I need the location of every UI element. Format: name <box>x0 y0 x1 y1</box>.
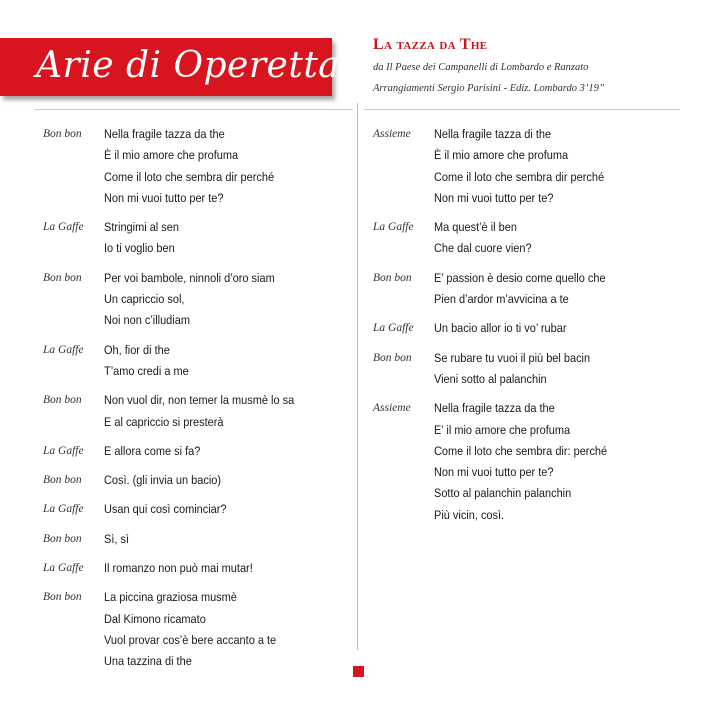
lyric-lines <box>104 441 353 462</box>
lyric-line: Sotto al palanchin palanchin <box>434 486 572 501</box>
song-source-credit: da Il Paese dei Campanelli di Lombardo e Ranzato <box>373 62 589 73</box>
lyric-line: Come il loto che sembra dir perché <box>434 169 605 184</box>
lyric-entry <box>43 499 353 520</box>
lyric-line: Il romanzo non può mai mutar! <box>104 561 253 576</box>
lyric-line: Ma quest’è il ben <box>434 220 517 235</box>
lyric-line: E allora come si fa? <box>104 443 201 458</box>
speaker-name: Bon bon <box>373 271 412 284</box>
speaker-name: La Gaffe <box>43 221 84 234</box>
lyric-line: Non mi vuoi tutto per te? <box>104 190 224 205</box>
lyric-lines <box>434 398 693 526</box>
lyric-entry <box>373 217 693 260</box>
lyric-entry <box>43 470 353 491</box>
lyric-lines <box>104 217 353 260</box>
column-divider <box>357 103 358 650</box>
lyric-lines <box>104 268 353 332</box>
lyric-entry <box>43 340 353 383</box>
lyric-line: Io ti voglio ben <box>104 241 175 256</box>
speaker-name: La Gaffe <box>43 503 84 516</box>
song-title: La tazza da The <box>373 36 488 53</box>
lyric-line: Più vicin, così. <box>434 507 505 522</box>
lyric-line: E’ il mio amore che profuma <box>434 422 571 437</box>
page-marker-square <box>353 666 364 677</box>
lyric-line: Stringimi al sen <box>104 220 179 235</box>
lyric-line: Vieni sotto al palanchin <box>434 371 547 386</box>
speaker-name: Assieme <box>373 128 411 140</box>
lyrics-right-column <box>373 124 693 534</box>
lyric-line: Nella fragile tazza da the <box>434 401 555 416</box>
speaker-name: Bon bon <box>43 591 82 604</box>
lyric-line: Dal Kimono ricamato <box>104 611 206 626</box>
speaker-name: La Gaffe <box>373 221 414 234</box>
lyric-line: Non mi vuoi tutto per te? <box>434 465 554 480</box>
lyric-line: Non mi vuoi tutto per te? <box>434 190 554 205</box>
lyric-entry <box>43 529 353 550</box>
lyric-lines <box>104 558 353 579</box>
lyric-entry <box>373 398 693 526</box>
title-banner <box>0 38 341 96</box>
lyric-entry <box>373 348 693 391</box>
banner-title: Arie di Operetta <box>36 45 341 86</box>
lyric-line: T’amo credi a me <box>104 363 189 378</box>
lyric-lines <box>434 348 693 391</box>
lyric-lines <box>104 390 353 433</box>
arrangement-credit: Arrangiamenti Sergio Parisini - Ediz. Lombardo 3’19” <box>373 83 605 94</box>
speaker-name: Bon bon <box>43 271 82 284</box>
lyric-line: Per voi bambole, ninnoli d’oro siam <box>104 270 275 285</box>
lyric-lines <box>104 529 353 550</box>
lyric-line: Che dal cuore vien? <box>434 241 532 256</box>
lyric-lines <box>434 318 693 339</box>
speaker-name: Assieme <box>373 402 411 415</box>
lyric-entry <box>43 587 353 672</box>
lyric-line: Oh, fior di the <box>104 342 170 357</box>
lyric-line: Una tazzina di the <box>104 654 192 669</box>
lyric-line: E al capriccio si presterà <box>104 414 224 429</box>
lyric-line: È il mio amore che profuma <box>434 148 569 163</box>
speaker-name: Bon bon <box>43 474 82 487</box>
right-header-rule <box>364 109 680 110</box>
lyric-line: È il mio amore che profuma <box>104 148 239 163</box>
lyric-lines <box>104 340 353 383</box>
lyric-entry <box>43 390 353 433</box>
lyric-line: Nella fragile tazza di the <box>434 127 552 141</box>
lyric-line: Come il loto che sembra dir: perché <box>434 443 608 458</box>
lyric-entry <box>43 558 353 579</box>
speaker-name: Bon bon <box>43 532 82 545</box>
lyric-lines <box>104 587 353 672</box>
speaker-name: La Gaffe <box>43 444 84 457</box>
lyric-entry <box>43 441 353 462</box>
lyric-line: Sì, sì <box>104 531 130 546</box>
lyric-entry <box>373 318 693 339</box>
lyric-line: Noi non c’illudiam <box>104 313 190 328</box>
lyric-line: Non vuol dir, non temer la musmè lo sa <box>104 393 295 408</box>
lyric-lines <box>434 268 693 311</box>
lyric-line: La piccina graziosa musmè <box>104 590 237 605</box>
lyric-line: Un capriccio sol, <box>104 292 185 307</box>
lyric-line: Nella fragile tazza da the <box>104 127 225 141</box>
lyric-entry <box>373 268 693 311</box>
lyric-line: Pien d’ardor m’avvicina a te <box>434 292 569 307</box>
lyric-lines <box>104 470 353 491</box>
lyric-line: Un bacio allor io ti vo’ rubar <box>434 321 567 336</box>
lyric-lines <box>434 217 693 260</box>
lyric-entry <box>43 124 353 209</box>
speaker-name: Bon bon <box>373 351 412 364</box>
speaker-name: La Gaffe <box>373 322 414 335</box>
lyric-line: Come il loto che sembra dir perché <box>104 169 275 184</box>
speaker-name: Bon bon <box>43 128 82 140</box>
lyric-line: Usan qui così cominciar? <box>104 502 227 517</box>
speaker-name: La Gaffe <box>43 562 84 575</box>
speaker-name: Bon bon <box>43 394 82 407</box>
lyric-lines <box>104 499 353 520</box>
lyric-entry <box>43 217 353 260</box>
lyric-line: Così. (gli invia un bacio) <box>104 473 222 488</box>
lyric-line: Se rubare tu vuoi il più bel bacin <box>434 350 591 365</box>
speaker-name: La Gaffe <box>43 343 84 356</box>
left-header-rule <box>35 109 353 110</box>
lyrics-left-column <box>43 124 353 681</box>
lyric-line: Vuol provar cos’è bere accanto a te <box>104 632 277 647</box>
lyric-line: E’ passion è desio come quello che <box>434 270 606 285</box>
lyric-lines <box>434 124 693 209</box>
lyric-lines <box>104 124 353 209</box>
lyric-entry <box>43 268 353 332</box>
lyric-entry <box>373 124 693 209</box>
